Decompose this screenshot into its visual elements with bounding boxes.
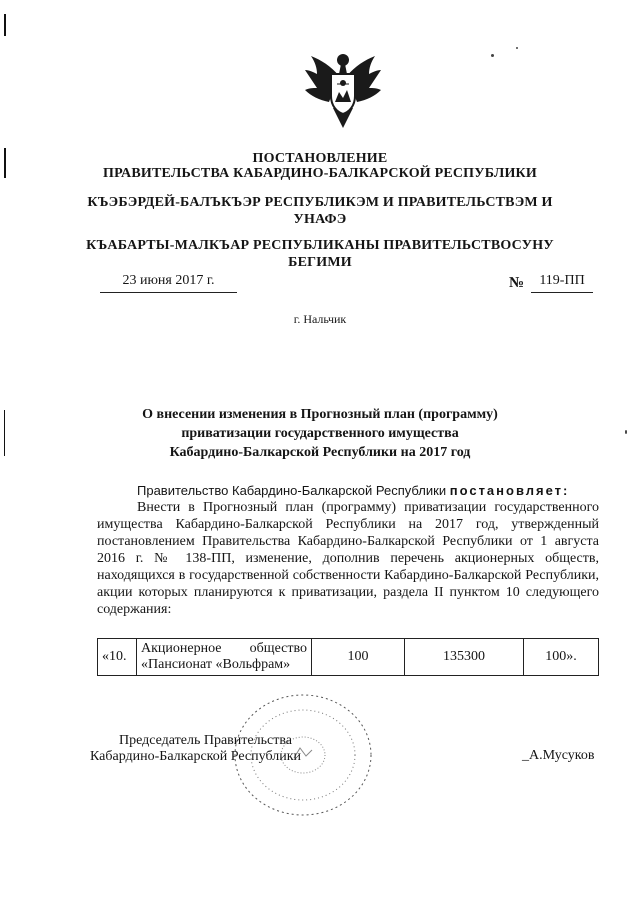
government-name-balkar-line2: БЕГИМИ (288, 255, 352, 270)
company-name-line: «Пансионат «Вольфрам» (141, 657, 291, 672)
table-cell-shares-count: 135300 (405, 639, 524, 676)
decree-paragraph: Внести в Прогнозный план (программу) приватизации государственного имущества Кабардино-Балкарской Республики на 2017 год, утвержденный постановлением Правительства Кабардино-Балкарской Республики от 1 августа 2016 г. № 138-ПП, изменение, дополнив перечень акционерных обществ, находящихся в государственной собственности Кабардино-Балкарской Республики, акции которых планируются к приватизации, раздела II пунктом 10 следующего содержания: (97, 500, 599, 617)
title-line: приватизации государственного имущества (181, 426, 459, 441)
scan-speck (491, 54, 494, 57)
table-cell-share: 100 (312, 639, 405, 676)
scan-margin-mark (4, 14, 6, 36)
table-row (98, 639, 599, 676)
signatory-title-line2: Кабардино-Балкарской Республики (90, 749, 301, 764)
lead-subject: Правительство Кабардино-Балкарской Республики (137, 483, 447, 498)
table-cell-company (137, 639, 312, 676)
government-name-balkar-line1: КЪАБАРТЫ-МАЛКЪАР РЕСПУБЛИКАНЫ ПРАВИТЕЛЬСТВОСУНУ (86, 238, 554, 253)
government-name-kabardian-line1: КЪЭБЭРДЕЙ-БАЛЪКЪЭР РЕСПУБЛИКЭМ И ПРАВИТЕЛЬСТВЭМ И (87, 195, 553, 210)
table-cell-number: «10. (98, 639, 137, 676)
table-cell-percent: 100». (524, 639, 599, 676)
company-name-line: Акционерное общество (141, 641, 307, 656)
document-number: 119-ПП (531, 274, 593, 293)
signatory-surname: А.Мусуков (529, 748, 595, 763)
title-line: Кабардино-Балкарской Республики на 2017 год (169, 445, 471, 460)
lead-verb: постановляет: (449, 483, 570, 498)
scan-speck (516, 47, 518, 49)
government-name-kabardian-line2: УНАФЭ (293, 212, 347, 227)
document-date: 23 июня 2017 г. (100, 274, 237, 293)
document-title (0, 405, 640, 462)
city-name: г. Нальчик (293, 312, 347, 326)
coat-of-arms-emblem (303, 46, 383, 130)
document-type: ПОСТАНОВЛЕНИЕ (252, 151, 388, 166)
privatization-table (97, 638, 599, 676)
signatory-name: _А.Мусуков (522, 748, 595, 763)
signatory-title-line1: Председатель Правительства (119, 733, 292, 748)
title-line: О внесении изменения в Прогнозный план (программу) (142, 407, 498, 422)
government-name-ru: ПРАВИТЕЛЬСТВА КАБАРДИНО-БАЛКАРСКОЙ РЕСПУБЛИКИ (102, 166, 538, 181)
number-sign: № (509, 275, 525, 291)
decree-lead (137, 482, 599, 499)
